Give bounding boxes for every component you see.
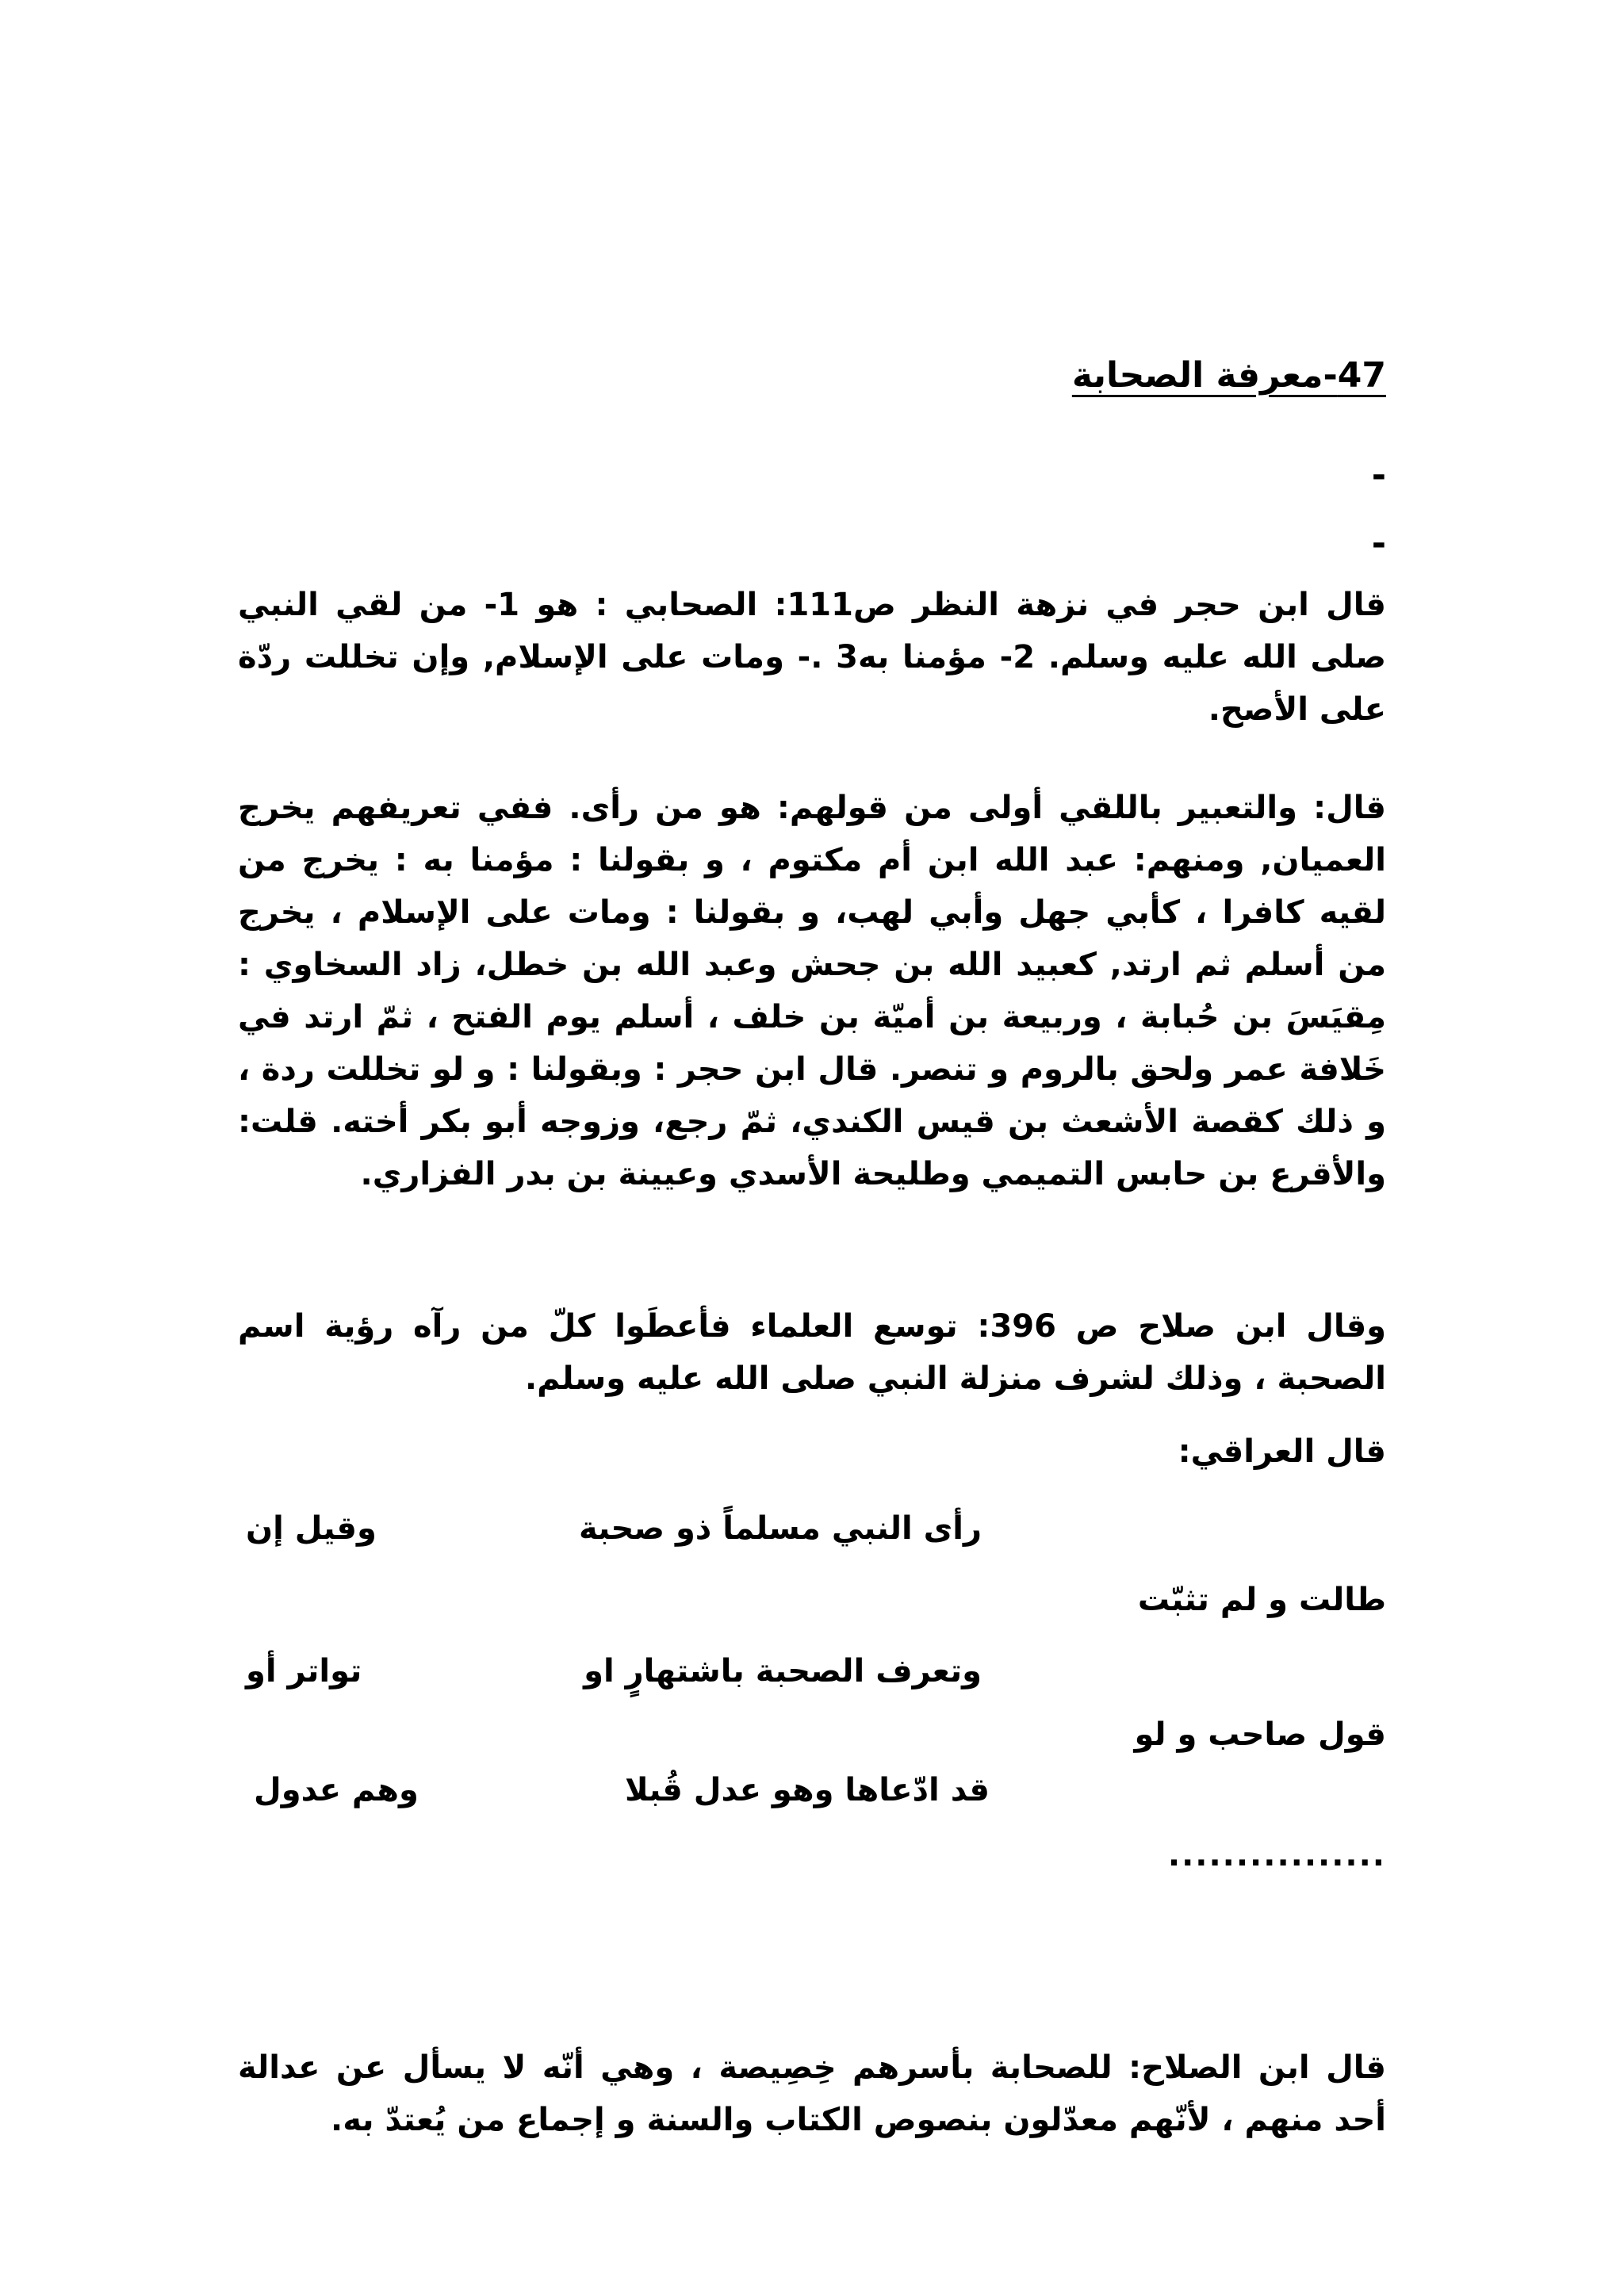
section-title: 47-معرفة الصحابة [1071,355,1386,396]
iraqi-heading: قال العراقي: [1178,1433,1386,1470]
verse-line-2: طالت و لم تثبّت [1137,1582,1386,1618]
verse-3-first-hemistich: وتعرف الصحبة باشتهارٍ او [584,1653,982,1689]
verse-line-4: قول صاحب و لو [1134,1716,1386,1753]
paragraph-explanation: قال: والتعبير باللقي أولى من قولهم: هو من رأى. ففي تعريفهم يخرج العميان, ومنهم: عبد الله ابن أم مكتوم ، و بقولنا : مؤمنا به : يخرج من لقيه كافرا ، كأبي جهل وأبي لهب، و بقولنا : ومات على الإسلام ، يخرج من أسلم ثم ارتد, كعبيد الله بن جحش وعبد الله بن خطل، زاد السخاوي : مِقيَسَ بن حُبابة ، وربيعة بن أميّة بن خلف ، أسلم يوم الفتح ، ثمّ ارتد في خَلافة عمر ولحق بالروم و تنصر. قال ابن حجر : وبقولنا : و لو تخللت ردة ، و ذلك كقصة الأشعث بن قيس الكندي، ثمّ رجع، وزوجه أبو بكر أخته. قلت: والأقرع بن حابس التميمي وطليحة الأسدي وعيينة بن بدر الفزاري. [238,790,1386,1192]
verse-5-second-hemistich: وهم عدول [254,1772,419,1808]
paragraph-companions-justice: قال ابن الصلاح: للصحابة بأسرهم خِصِيصة ، وهي أنّه لا يسأل عن عدالة أحد منهم ، لأنّهم معدّلون بنصوص الكتاب والسنة و إجماع من يُعتدّ به. [238,2049,1386,2138]
dash-marker-1: - [1371,455,1386,496]
verse-line-1 [238,1510,1386,1558]
verse-line-5 [238,1772,1386,1820]
dash-marker-2: - [1371,523,1386,564]
verse-1-second-hemistich: وقيل إن [246,1510,377,1547]
verse-3-second-hemistich: تواتر أو [246,1653,362,1689]
verse-5-first-hemistich: قد ادّعاها وهو عدل قُبلا [624,1772,990,1808]
paragraph-ibn-salah: وقال ابن صلاح ص 396: توسع العلماء فأعطَوا كلّ من رآه رؤية اسم الصحبة ، وذلك لشرف منزلة النبي صلى الله عليه وسلم. [238,1308,1387,1397]
ellipsis-dots: ................ [1167,1837,1386,1873]
verse-1-first-hemistich: رأى النبي مسلماً ذو صحبة [578,1510,982,1547]
verse-line-3 [238,1653,1386,1701]
document-page [238,0,1386,2296]
paragraph-definition: قال ابن حجر في نزهة النظر ص111: الصحابي : هو 1- من لقي النبي صلى الله عليه وسلم. 2- مؤمنا به3 .- ومات على الإسلام, وإن تخللت ردّة على الأصح. [238,587,1387,728]
